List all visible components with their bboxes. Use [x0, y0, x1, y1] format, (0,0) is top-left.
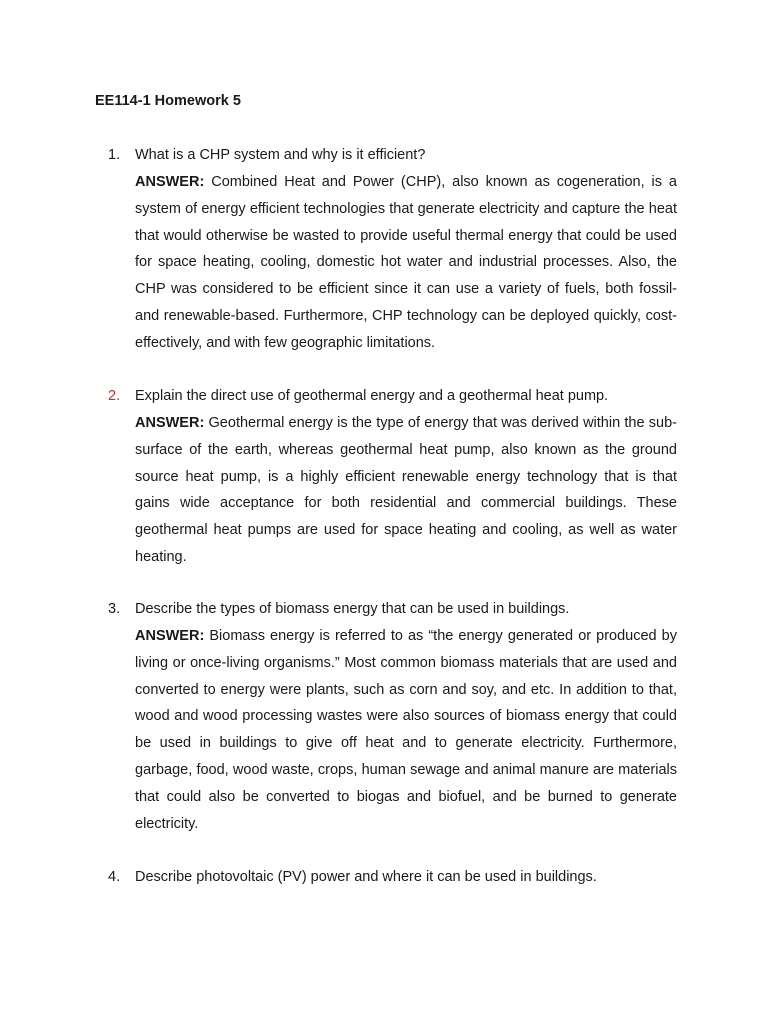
question-number: 1. [108, 147, 121, 163]
answer-paragraph [135, 410, 677, 571]
answer-label: ANSWER: [135, 174, 205, 190]
question-line [108, 864, 677, 891]
question-number: 3. [108, 601, 121, 617]
question-line [108, 383, 677, 410]
answer-paragraph [135, 623, 677, 837]
answer-text: Combined Heat and Power (CHP), also known as cogeneration, is a system of energy efficient technologies that generate electricity and capture the heat that would otherwise be wasted to provide useful thermal energy that could be used for space heating, cooling, domestic hot water and industrial processes. Also, the CHP was considered to be efficient since it can use a variety of fuels, both fossil- and renewable-based. Furthermore, CHP technology can be deployed quickly, cost-effectively, and with few geographic limitations. [135, 174, 678, 351]
question-text: Explain the direct use of geothermal energy and a geothermal heat pump. [135, 388, 609, 404]
question-text: What is a CHP system and why is it efficient? [135, 147, 426, 163]
answer-paragraph [135, 169, 677, 357]
question-text: Describe photovoltaic (PV) power and where it can be used in buildings. [135, 869, 597, 885]
question-block-3 [108, 596, 677, 837]
answer-text: Biomass energy is referred to as “the energy generated or produced by living or once-living organisms.” Most common biomass materials that are used and converted to energy were plants, such as corn and soy, and etc. In addition to that, wood and wood processing wastes were also sources of biomass energy that could be used in buildings to give off heat and to generate electricity. Furthermore, garbage, food, wood waste, crops, human sewage and animal manure are materials that could also be converted to biogas and biofuel, and be burned to generate electricity. [135, 628, 678, 832]
answer-label: ANSWER: [135, 628, 205, 644]
document-title: EE114-1 Homework 5 [95, 93, 241, 109]
question-block-1 [108, 142, 677, 357]
answer-text: Geothermal energy is the type of energy that was derived within the sub-surface of the earth, whereas geothermal heat pump, also known as the ground source heat pump, is a highly efficient renewable energy technology that is that gains wide acceptance for both residential and commercial buildings. These geothermal heat pumps are used for space heating and cooling, as well as water heating. [135, 415, 677, 565]
question-block-2 [108, 383, 677, 571]
question-block-4 [108, 864, 677, 891]
question-text: Describe the types of biomass energy that can be used in buildings. [135, 601, 570, 617]
question-number: 2. [108, 388, 121, 404]
question-line [108, 142, 677, 169]
answer-label: ANSWER: [135, 415, 205, 431]
question-line [108, 596, 677, 623]
question-number: 4. [108, 869, 121, 885]
